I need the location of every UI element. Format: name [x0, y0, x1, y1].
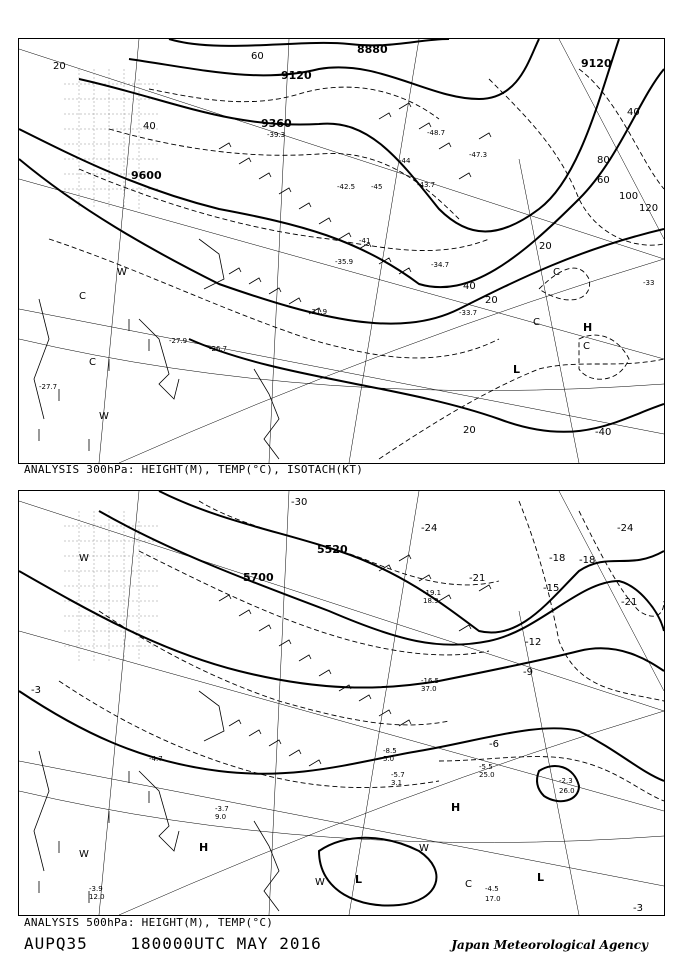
- temp-contour-label: -24: [617, 523, 634, 534]
- temp-value: -48.7: [427, 129, 446, 137]
- isotach-label: 20: [539, 241, 552, 252]
- temp-value: -42.5: [337, 183, 356, 191]
- height-contours-300: [19, 39, 664, 432]
- temp-value: 9.0: [215, 813, 227, 821]
- temp-value: -43.7: [417, 181, 436, 189]
- center-label: C: [89, 357, 96, 368]
- temp-value: -33: [643, 279, 655, 287]
- temp-value: -34.7: [431, 261, 450, 269]
- isotach-label: 120: [639, 203, 659, 214]
- height-label-8880: 8880: [357, 43, 388, 56]
- temp-value: -5.5: [479, 763, 493, 771]
- low-center-label: L: [537, 871, 545, 884]
- isotach-label: 20: [485, 295, 498, 306]
- height-label-5700: 5700: [243, 571, 274, 584]
- temp-contour-label: -21: [621, 597, 638, 608]
- chart-code: AUPQ35: [24, 934, 88, 953]
- isotach-label: 20: [463, 425, 476, 436]
- temp-value: -27.9: [169, 337, 188, 345]
- temp-value: -39.3: [267, 131, 286, 139]
- isotach-label: 20: [53, 61, 66, 72]
- agency-credit: Japan Meteorological Agency: [451, 938, 648, 952]
- temp-value: -8.5: [383, 747, 397, 755]
- temp-value: -31.9: [309, 308, 328, 316]
- coastline-500: [34, 691, 279, 911]
- temp-value: -3.9: [89, 885, 103, 893]
- low-center-label: L: [513, 363, 521, 376]
- temp-value: -44: [399, 157, 411, 165]
- temp-contour-label: -9: [523, 667, 533, 678]
- temp-value: -4.7: [149, 755, 163, 763]
- isotach-label: 60: [597, 175, 610, 186]
- coastline-300: [34, 239, 279, 459]
- isotach-label: 100: [619, 191, 639, 202]
- graticule-300: [19, 39, 664, 463]
- temp-contour-label: -3: [31, 685, 41, 696]
- valid-time: 180000UTC MAY 2016: [130, 934, 322, 953]
- isotach-label: -40: [595, 427, 612, 438]
- isotach-contours-300: [49, 69, 664, 459]
- temp-value: 3.1: [391, 779, 403, 787]
- temp-value: 37.0: [421, 685, 437, 693]
- center-label: W: [419, 843, 429, 854]
- temp-contour-label: -12: [525, 637, 542, 648]
- temp-contour-label: -18: [549, 553, 566, 564]
- temp-value: -33.7: [459, 309, 478, 317]
- chart-300hpa-map: [19, 39, 664, 463]
- high-center-label: H: [583, 321, 593, 334]
- chart-id-and-time: [24, 934, 322, 953]
- temp-value: -3.7: [215, 805, 229, 813]
- chart-300hpa: [18, 38, 665, 464]
- temp-value: -27.7: [39, 383, 58, 391]
- center-label: W: [315, 877, 325, 888]
- temp-value: 25.0: [479, 771, 495, 779]
- temp-value: 18.9: [423, 597, 439, 605]
- height-label-9600: 9600: [131, 169, 162, 182]
- temp-value: -19.1: [423, 589, 442, 597]
- high-center-label: H: [199, 841, 209, 854]
- temp-value: -4.5: [485, 885, 499, 893]
- center-label: C: [533, 317, 540, 328]
- temp-contour-label: -3: [633, 903, 643, 914]
- center-label: W: [117, 267, 127, 278]
- chart-500hpa-map: [19, 491, 664, 915]
- temp-value: -26.7: [209, 345, 228, 353]
- isotach-label: 40: [143, 121, 156, 132]
- temp-value: 12.0: [89, 893, 105, 901]
- center-label: W: [99, 411, 109, 422]
- temp-value: -41: [359, 237, 371, 245]
- isotach-label: 40: [627, 107, 640, 118]
- height-label-9360: 9360: [261, 117, 292, 130]
- height-label-5520: 5520: [317, 543, 348, 556]
- low-center-label: L: [355, 873, 363, 886]
- chart-300hpa-caption: ANALYSIS 300hPa: HEIGHT(M), TEMP(°C), ISOTACH(KT): [24, 463, 364, 476]
- temp-value: -5.7: [391, 771, 405, 779]
- temp-contour-label: -24: [421, 523, 438, 534]
- center-label: W: [79, 849, 89, 860]
- temp-contour-label: -6: [489, 739, 499, 750]
- temp-contour-label: -18: [579, 555, 596, 566]
- center-label: C: [465, 879, 472, 890]
- center-label: C: [79, 291, 86, 302]
- temp-value: -47.3: [469, 151, 488, 159]
- chart-500hpa-caption: ANALYSIS 500hPa: HEIGHT(M), TEMP(°C): [24, 916, 274, 929]
- temp-value: -16.5: [421, 677, 440, 685]
- temp-value: 5.0: [383, 755, 395, 763]
- center-label: C: [553, 267, 560, 278]
- temp-value: -35.9: [335, 258, 354, 266]
- center-label: C: [583, 341, 590, 352]
- center-label: W: [79, 553, 89, 564]
- temp-value: 17.0: [485, 895, 501, 903]
- temp-contour-label: -21: [469, 573, 486, 584]
- isotach-label: 80: [597, 155, 610, 166]
- temp-contour-label: -15: [543, 583, 560, 594]
- temp-contour-label: -30: [291, 497, 308, 508]
- height-label-9120-east: 9120: [581, 57, 612, 70]
- temp-value: -2.3: [559, 777, 573, 785]
- height-label-9120-west: 9120: [281, 69, 312, 82]
- high-center-label: H: [451, 801, 461, 814]
- temp-value: 26.0: [559, 787, 575, 795]
- temp-value: -45: [371, 183, 383, 191]
- chart-500hpa: [18, 490, 665, 916]
- isotach-label: 60: [251, 51, 264, 62]
- isotach-label: 40: [463, 281, 476, 292]
